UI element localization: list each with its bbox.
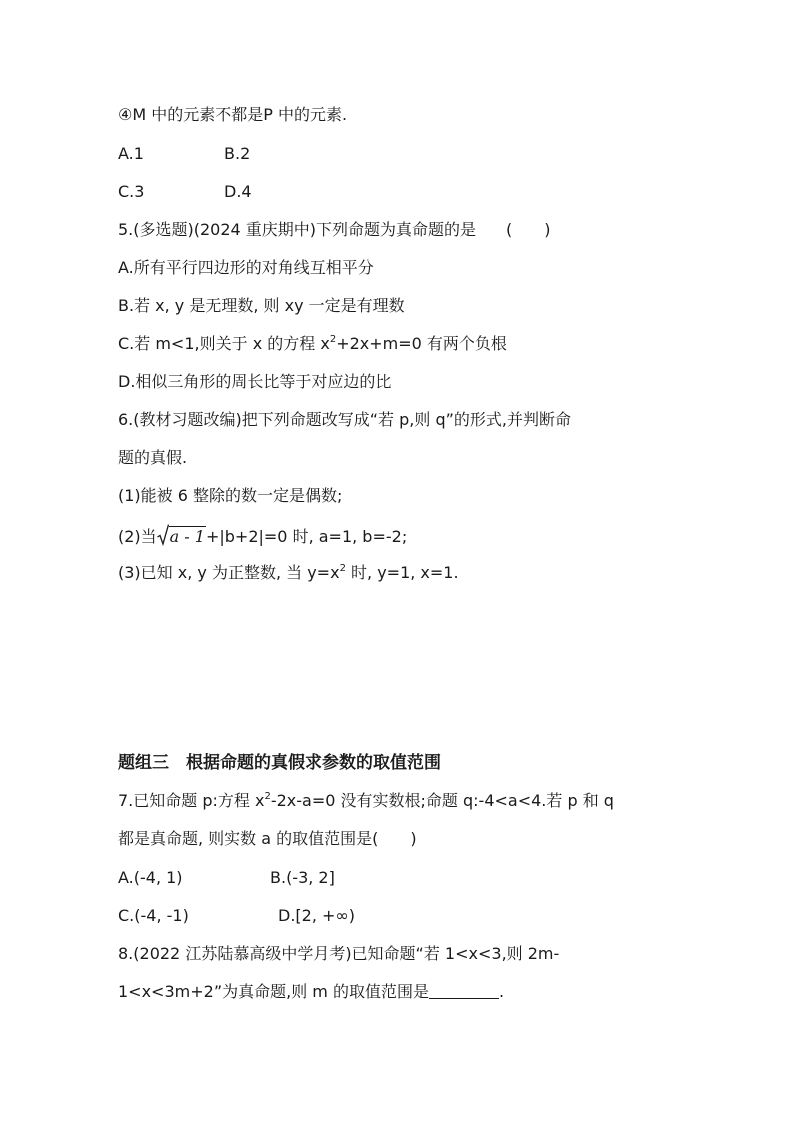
- q6-stem-line1: 6.(教材习题改编)把下列命题改写成“若 p,则 q”的形式,并判断命: [118, 410, 571, 429]
- q7-stem-pre: 7.已知命题 p:方程 x: [118, 791, 265, 810]
- q7-stem-line2: 都是真命题, 则实数 a 的取值范围是( ): [118, 829, 417, 848]
- q7-option-b: B.(-3, 2]: [270, 868, 335, 887]
- q7-stem-exponent: 2: [264, 790, 271, 802]
- q5-option-d: D.相似三角形的周长比等于对应边的比: [118, 372, 392, 391]
- q8-stem-line2: [118, 981, 504, 1003]
- q5-option-c: [118, 333, 507, 355]
- q5-option-a: A.所有平行四边形的对角线互相平分: [118, 258, 374, 277]
- q4-item4: ④M 中的元素不都是P 中的元素.: [118, 105, 348, 124]
- q6-part2-radicand: a - 1: [169, 527, 205, 546]
- q4-option-a: A.1: [118, 144, 144, 163]
- q6-part3-post: 时, y=1, x=1.: [345, 563, 459, 582]
- q5-option-b: B.若 x, y 是无理数, 则 xy 一定是有理数: [118, 296, 405, 315]
- q4-options-row1: [118, 143, 250, 165]
- q7-options-row2: [118, 905, 355, 927]
- q5-stem: [118, 219, 551, 241]
- q7-stem-post: -2x-a=0 没有实数根;命题 q:-4<a<4.若 p 和 q: [270, 791, 614, 810]
- q6-part3-exponent: 2: [339, 562, 346, 574]
- q4-option-c: C.3: [118, 182, 145, 201]
- q7-stem-line1: [118, 790, 614, 812]
- q6-part2-pre: (2)当: [118, 527, 157, 546]
- q6-part3: [118, 562, 459, 584]
- group3-heading: 题组三 根据命题的真假求参数的取值范围: [118, 753, 441, 773]
- q7-option-a: A.(-4, 1): [118, 868, 183, 887]
- q6-part2-post: +|b+2|=0 时, a=1, b=-2;: [205, 527, 408, 546]
- q5-stem-text: 5.(多选题)(2024 重庆期中)下列命题为真命题的是: [118, 220, 477, 239]
- q6-stem-line2: 题的真假.: [118, 448, 188, 467]
- q6-part2: [118, 524, 407, 548]
- answer-blank[interactable]: [429, 982, 499, 999]
- q8-stem-end: .: [498, 982, 505, 1001]
- q4-option-b: B.2: [224, 144, 251, 163]
- q5-answer-paren: ( ): [506, 220, 551, 239]
- q8-stem-line1: 8.(2022 江苏陆慕高级中学月考)已知命题“若 1<x<3,则 2m-: [118, 944, 560, 963]
- q4-options-row2: [118, 181, 252, 203]
- q6-part3-pre: (3)已知 x, y 为正整数, 当 y=x: [118, 563, 340, 582]
- q7-options-row1: [118, 867, 335, 889]
- q8-stem-line2-text: 1<x<3m+2”为真命题,则 m 的取值范围是: [118, 982, 429, 1001]
- q6-part1: (1)能被 6 整除的数一定是偶数;: [118, 486, 343, 505]
- q7-option-c: C.(-4, -1): [118, 906, 189, 925]
- q5-option-c-exponent: 2: [329, 333, 337, 345]
- q5-option-c-post: +2x+m=0 有两个负根: [336, 334, 507, 353]
- q7-option-d: D.[2, +∞): [278, 906, 355, 925]
- q4-option-d: D.4: [224, 182, 252, 201]
- q5-option-c-pre: C.若 m<1,则关于 x 的方程 x: [118, 334, 330, 353]
- sqrt-symbol: [157, 524, 206, 546]
